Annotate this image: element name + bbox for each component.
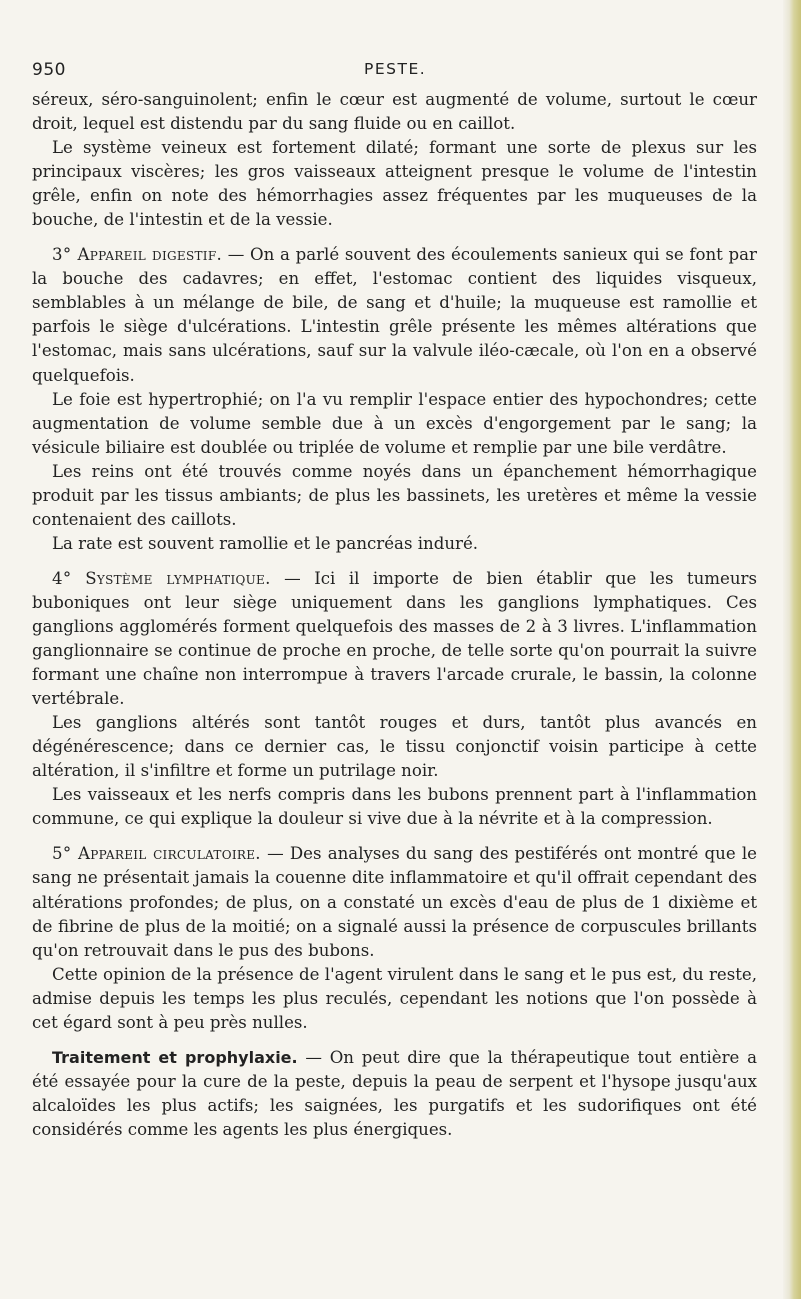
- paragraph-reins: Les reins ont été trouvés comme noyés dans un épanchement hémorrhagique produit par les tissus ambiants; de plus les bassinets, les uretères et même la vessie contenaient des caillots.: [32, 461, 757, 529]
- section-heading: 3° Appareil digestif.: [52, 245, 223, 265]
- section-appareil-circulatoire: 5° Appareil circulatoire. — Des analyses du sang des pestiférés ont montré que le sang ne présentait jamais la couenne dite inflammatoire et qu'il offrait cependant des altérations profondes; de plus, on a constaté un excès d'eau de plus de 1 dixième et de fibrine de plus de la moitié; on a signalé aussi la présence de corpuscules brillants qu'on retrouvait dans le pus des bubons.: [32, 844, 757, 960]
- paragraph-ganglions: Les ganglions altérés sont tantôt rouges et durs, tantôt plus avancés en dégénérescence; dans ce dernier cas, le tissu conjonctif voisin participe à cette altération, il s'infiltre et forme un putrilage noir.: [32, 713, 757, 781]
- section-systeme-lymphatique: 4° Système lymphatique. — Ici il importe de bien établir que les tumeurs buboniques ont leur siège uniquement dans les ganglions lymphatiques. Ces ganglions agglomérés forment quelquefois des masses de 2 à 3 livres. L'inflammation ganglionnaire se continue de proche en proche, de telle sorte qu'on pourrait la suivre formant une chaîne non interrompue à travers l'arcade crurale, le bassin, la colonne vertébrale.: [32, 568, 757, 709]
- page-header: [32, 60, 752, 90]
- paragraph-2: Le système veineux est fortement dilaté; formant une sorte de plexus sur les principaux viscères; les gros vaisseaux atteignent presque le volume de l'intestin grêle, enfin on note des hémorrhagies assez fréquentes par les muqueuses de la bouche, de l'intestin et de la vessie.: [32, 138, 757, 230]
- paragraph-1: séreux, séro-sanguinolent; enfin le cœur est augmenté de volume, surtout le cœur droit, lequel est distendu par du sang fluide ou en caillot.: [32, 90, 757, 134]
- paragraph-rate: La rate est souvent ramollie et le pancréas induré.: [52, 533, 479, 553]
- page-number: 950: [32, 60, 66, 80]
- body-text: [32, 88, 757, 1142]
- paragraph-vaisseaux: Les vaisseaux et les nerfs compris dans les bubons prennent part à l'inflammation commune, ce qui explique la douleur si vive due à la névrite et à la compression.: [32, 785, 757, 829]
- section-traitement: Traitement et prophylaxie. — On peut dire que la thérapeutique tout entière a été essayée pour la cure de la peste, depuis la peau de serpent et l'hysope jusqu'aux alcaloïdes les plus actifs; les saignées, les purgatifs et les sudorifiques ont été considérés comme les agents les plus énergiques.: [32, 1047, 757, 1139]
- section-heading: 5° Appareil circulatoire.: [52, 844, 261, 864]
- section-appareil-digestif: 3° Appareil digestif. — On a parlé souvent des écoulements sanieux qui se font par la bouche des cadavres; en effet, l'estomac contient des liquides visqueux, semblables à un mélange de bile, de sang et d'huile; la muqueuse est ramollie et parfois le siège d'ulcérations. L'intestin grêle présente les mêmes altérations que l'estomac, mais sans ulcérations, sauf sur la valvule iléo-cæcale, où l'on en a observé quelquefois.: [32, 245, 757, 385]
- page-edge: [783, 0, 801, 1299]
- section-heading: 4° Système lymphatique.: [52, 568, 271, 588]
- section-heading: Traitement et prophylaxie.: [52, 1047, 298, 1067]
- paragraph-opinion: Cette opinion de la présence de l'agent virulent dans le sang et le pus est, du reste, admise depuis les temps les plus reculés, cependant les notions que l'on possède à cet égard sont à peu près nulles.: [32, 964, 757, 1032]
- running-head: PESTE.: [364, 60, 427, 78]
- paragraph-foie: Le foie est hypertrophié; on l'a vu remplir l'espace entier des hypochondres; cette augmentation de volume semble due à un excès d'engorgement par le sang; la vésicule biliaire est doublée ou triplée de volume et remplie par une bile verdâtre.: [32, 389, 757, 457]
